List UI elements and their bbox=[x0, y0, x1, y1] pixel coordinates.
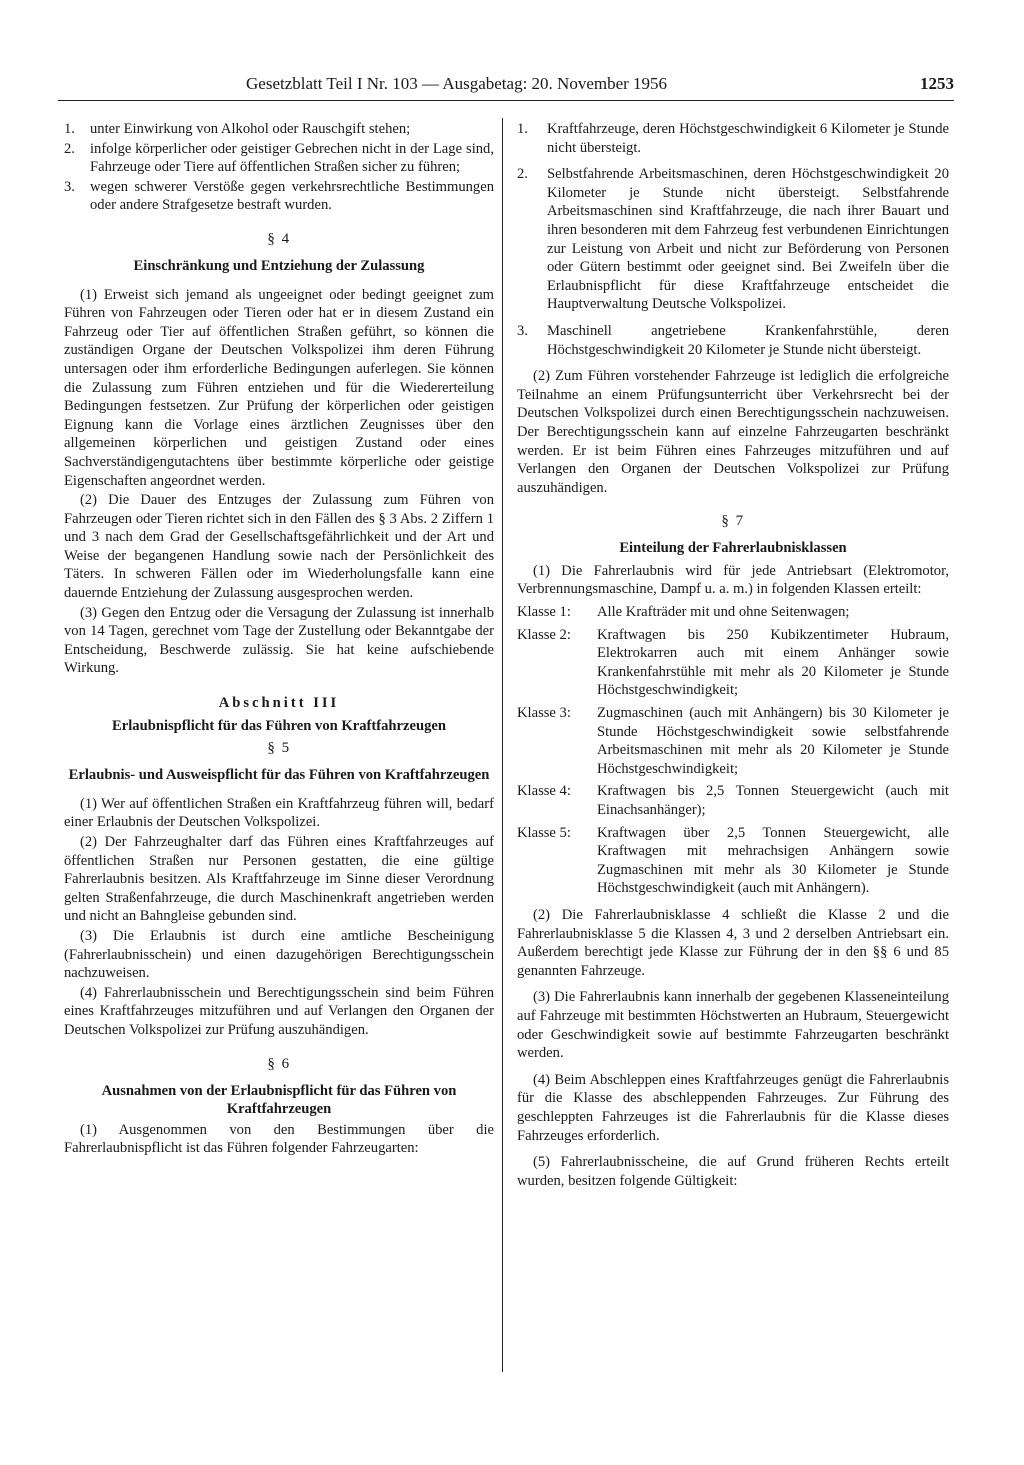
left-column bbox=[64, 120, 494, 1159]
license-class-label: Klasse 1: bbox=[517, 604, 571, 621]
list-text: unter Einwirkung von Alkohol oder Rauschgift stehen; bbox=[90, 121, 411, 137]
list-item bbox=[64, 140, 494, 177]
license-class bbox=[517, 824, 949, 898]
paragraph: (2) Zum Führen vorstehender Fahrzeuge ist lediglich die erfolgreiche Teilnahme an einem Prüfungsunterricht über Verkehrsrecht bei der Deutschen Volkspolizei durch einen Berechtigungsschein nachzuweisen. Der Berechtigungsschein kann auf einzelne Fahrzeugarten beschränkt werden. Er ist beim Führen eines Fahrzeuges mitzuführen und auf Verlangen den Organen der Deutschen Volkspolizei zur Prüfung auszuhändigen. bbox=[517, 368, 949, 496]
list-text: Maschinell angetriebene Krankenfahrstühle, deren Höchstgeschwindigkeit 20 Kilometer je Stunde nicht übersteigt. bbox=[547, 322, 949, 358]
license-class bbox=[517, 626, 949, 700]
section-heading: Ausnahmen von der Erlaubnispflicht für das Führen von Kraftfahrzeugen bbox=[101, 1082, 457, 1118]
license-class-text: Alle Krafträder mit und ohne Seitenwagen; bbox=[597, 604, 850, 621]
license-class-text: Zugmaschinen (auch mit Anhängern) bis 30 Kilometer je Stunde Höchstgeschwindigkeit sowie selbstfahrende Arbeitsmaschinen mit mehr als 20 Kilometer je Stunde Höchstgeschwindigkeit; bbox=[597, 705, 949, 777]
list-item bbox=[64, 120, 494, 139]
right-column bbox=[517, 120, 949, 1191]
section-number: § 7 bbox=[721, 513, 745, 530]
column-divider bbox=[502, 118, 503, 1372]
license-class-label: Klasse 4: bbox=[517, 783, 571, 800]
paragraph: (4) Beim Abschleppen eines Kraftfahrzeuges genügt die Fahrerlaubnis für die Klasse des abschleppenden Fahrzeuges. Zur Führung des geschleppten Fahrzeuges ist die Fahrerlaubnis für die Klasse dieses Fahrzeuges erforderlich. bbox=[517, 1071, 949, 1144]
paragraph: (2) Die Fahrerlaubnisklasse 4 schließt die Klasse 2 und die Fahrerlaubnisklasse 5 die Klassen 4, 3 und 2 derselben Antriebsart ein. Außerdem berechtigt jede Klasse zur Führung der in den §§ 6 und 85 genannten Fahrzeuge. bbox=[517, 906, 949, 979]
list-text: wegen schwerer Verstöße gegen verkehrsrechtliche Bestimmungen oder andere Strafgesetze bestraft wurden. bbox=[90, 178, 494, 214]
list-text: Selbstfahrende Arbeitsmaschinen, deren Höchstgeschwindigkeit 20 Kilometer je Stunde nicht übersteigt. Selbstfahrende Arbeitsmaschinen sind Kraftfahrzeuge, die nach ihrer Bauart und ihren besonderen mit dem Fahrzeug fest verbundenen Einrichtungen zur Leistung von Arbeit und nicht zur Beförderung von Personen oder Gütern bestimmt oder geeignet sind. Bei Zweifeln über die Erlaubnispflicht für diese Kraftfahrzeuge entscheidet die Hauptverwaltung Deutsche Volkspolizei. bbox=[547, 166, 949, 313]
list-item bbox=[64, 178, 494, 215]
page-header bbox=[58, 74, 954, 101]
list-number: 3. bbox=[64, 178, 75, 195]
list-number: 1. bbox=[517, 121, 528, 137]
license-class bbox=[517, 704, 949, 778]
paragraph: (1) Ausgenommen von den Bestimmungen über die Fahrerlaubnispflicht ist das Führen folgender Fahrzeugarten: bbox=[64, 1121, 494, 1157]
list-item bbox=[517, 322, 949, 359]
chapter-heading: Abschnitt III bbox=[218, 695, 340, 712]
license-class-label: Klasse 5: bbox=[517, 824, 571, 841]
chapter-title: Erlaubnispflicht für das Führen von Kraftfahrzeugen bbox=[112, 717, 446, 734]
list-number: 2. bbox=[517, 166, 528, 183]
page-number: 1253 bbox=[920, 74, 954, 93]
license-class-text: Kraftwagen bis 2,5 Tonnen Steuergewicht (auch mit Einachsanhänger); bbox=[597, 783, 949, 818]
list-number: 1. bbox=[64, 121, 75, 137]
section-heading: Einteilung der Fahrerlaubnisklassen bbox=[619, 540, 847, 557]
paragraph: (2) Die Dauer des Entzuges der Zulassung zum Führen von Fahrzeugen oder Tieren richtet sich in den Fällen des § 3 Abs. 2 Ziffern 1 und 3 nach dem Grad der Gesellschaftsgefährlichkeit und der Art und Weise der begangenen Handlung sowie nach der Persönlichkeit des Täters. In schweren Fällen oder im Wiederholungsfalle kann eine dauernde Entziehung der Zulassung ausgesprochen werden. bbox=[64, 492, 494, 602]
paragraph: (2) Der Fahrzeughalter darf das Führen eines Kraftfahrzeuges auf öffentlichen Straßen nur Personen gestatten, die eine gültige Fahrerlaubnis besitzen. Als Kraftfahrzeuge im Sinne dieser Verordnung gelten Straßenfahrzeuge, die durch Maschinenkraft angetrieben werden und nicht an Bahngleise gebunden sind. bbox=[64, 834, 494, 925]
license-class-label: Klasse 2: bbox=[517, 626, 571, 643]
section-number: § 4 bbox=[267, 230, 291, 247]
paragraph: (3) Die Fahrerlaubnis kann innerhalb der gegebenen Klasseneinteilung auf Fahrzeuge mit bestimmten Höchstwerten an Hubraum, Steuergewicht oder Geschwindigkeit sowie auf bestimmte Fahrzeugarten beschränkt werden. bbox=[517, 989, 949, 1062]
paragraph: (3) Gegen den Entzug oder die Versagung der Zulassung ist innerhalb von 14 Tagen, gerechnet vom Tage der Zustellung oder Bekanntgabe der Entscheidung, Beschwerde zulässig. Sie hat keine aufschiebende Wirkung. bbox=[64, 604, 494, 677]
section-heading: Erlaubnis- und Ausweispflicht für das Führen von Kraftfahrzeugen bbox=[68, 767, 490, 784]
list-number: 2. bbox=[64, 140, 75, 157]
list-text: infolge körperlicher oder geistiger Gebrechen nicht in der Lage sind, Fahrzeuge oder Tiere auf öffentlichen Straßen sicher zu führen; bbox=[90, 140, 494, 176]
paragraph: (3) Die Erlaubnis ist durch eine amtliche Bescheinigung (Fahrerlaubnisschein) und einen dazugehörigen Berechtigungsschein nachzuweisen. bbox=[64, 927, 494, 982]
license-class bbox=[517, 782, 949, 819]
section-number: § 6 bbox=[267, 1055, 291, 1072]
paragraph: (4) Fahrerlaubnisschein und Berechtigungsschein sind beim Führen eines Kraftfahrzeuges mitzuführen und auf Verlangen den Organen der Deutschen Volkspolizei zur Prüfung auszuhändigen. bbox=[64, 984, 494, 1038]
paragraph: (1) Die Fahrerlaubnis wird für jede Antriebsart (Elektromotor, Verbrennungsmaschine, Dampf u. a. m.) in folgenden Klassen erteilt: bbox=[517, 562, 949, 598]
list-number: 3. bbox=[517, 322, 528, 339]
license-class-text: Kraftwagen bis 250 Kubikzentimeter Hubraum, Elektrokarren auch mit einem Anhänger sowie Krankenfahrstühle mit mehr als 20 Kilometer je Stunde Höchstgeschwindigkeit; bbox=[597, 626, 949, 699]
license-class-label: Klasse 3: bbox=[517, 705, 571, 722]
list-item bbox=[517, 120, 949, 157]
license-class-text: Kraftwagen über 2,5 Tonnen Steuergewicht, alle Kraftwagen mit mehrachsigen Anhängern sowie Zugmaschinen mit mehr als 30 Kilometer je Stunde Höchstgeschwindigkeit (auch mit Anhängern). bbox=[597, 824, 949, 897]
section-number: § 5 bbox=[267, 740, 291, 757]
paragraph: (1) Wer auf öffentlichen Straßen ein Kraftfahrzeug führen will, bedarf einer Erlaubnis der Deutschen Volkspolizei. bbox=[64, 795, 494, 831]
gazette-title: Gesetzblatt Teil I Nr. 103 — Ausgabetag: 20. November 1956 bbox=[246, 74, 668, 93]
paragraph: (1) Erweist sich jemand als ungeeignet oder bedingt geeignet zum Führen von Fahrzeugen oder Tieren oder hat er in diesem Zustand ein Fahrzeug oder Tier auf öffentlichen Straßen geführt, so können die zuständigen Organe der Deutschen Volkspolizei ihm deren Führung untersagen oder ihm erforderliche Bedingungen auferlegen. Sie können die Zulassung zum Führen entziehen und für die Wiedererteilung Bedingungen festsetzen. Zur Prüfung der körperlichen oder geistigen Eignung kann die Vorlage eines ärztlichen Zeugnisses über den allgemeinen körperlichen und geistigen Zustand oder eines Sachverständigengutachtens über bestimmte körperliche oder geistige Eigenschaften angeordnet werden. bbox=[64, 286, 494, 489]
license-class bbox=[517, 603, 949, 622]
section-heading: Einschränkung und Entziehung der Zulassung bbox=[133, 257, 425, 274]
paragraph: (5) Fahrerlaubnisscheine, die auf Grund früheren Rechts erteilt wurden, besitzen folgende Gültigkeit: bbox=[517, 1154, 949, 1189]
list-item bbox=[517, 165, 949, 314]
list-text: Kraftfahrzeuge, deren Höchstgeschwindigkeit 6 Kilometer je Stunde nicht übersteigt. bbox=[547, 121, 949, 156]
